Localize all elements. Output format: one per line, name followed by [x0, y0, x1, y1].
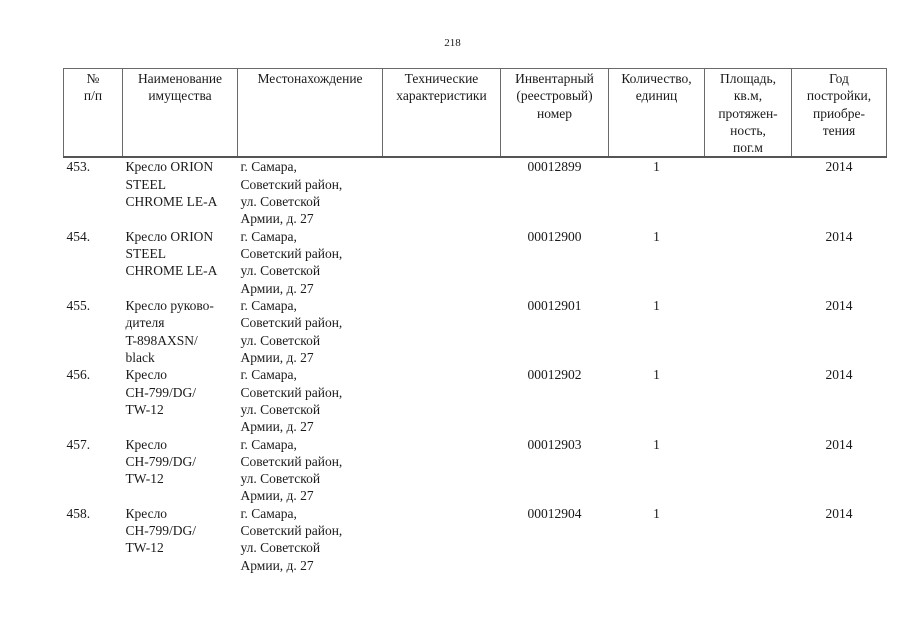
row-name: Кресло ORION STEEL CHROME LE-A: [125, 159, 218, 210]
table-row: [64, 505, 887, 574]
row-area: [705, 228, 792, 297]
row-area: [705, 297, 792, 366]
table-row: [64, 228, 887, 297]
property-registry-table: [63, 68, 887, 574]
row-num: 457.: [66, 436, 91, 452]
header-name: Наименование имущества: [123, 69, 238, 158]
row-inventory: 00012902: [527, 367, 582, 383]
row-tech: [383, 436, 501, 505]
row-area: [705, 436, 792, 505]
row-num: 456.: [66, 367, 91, 383]
table-row: [64, 157, 887, 227]
row-area: [705, 366, 792, 435]
row-year: 2014: [825, 505, 853, 521]
row-inventory: 00012899: [527, 159, 582, 175]
row-inventory: 00012901: [527, 297, 582, 313]
header-row: [64, 69, 887, 158]
row-year: 2014: [825, 297, 853, 313]
row-year: 2014: [825, 367, 853, 383]
row-quantity: 1: [653, 297, 660, 313]
row-name: Кресло CH-799/DG/ TW-12: [125, 367, 196, 417]
row-quantity: 1: [653, 505, 660, 521]
row-tech: [383, 505, 501, 574]
row-inventory: 00012904: [527, 505, 582, 521]
row-quantity: 1: [653, 159, 660, 175]
row-year: 2014: [825, 159, 853, 175]
table-row: [64, 297, 887, 366]
row-year: 2014: [825, 228, 853, 244]
row-year: 2014: [825, 436, 853, 452]
header-quantity: Количество, единиц: [609, 69, 705, 158]
row-location: г. Самара, Советский район, ул. Советской Армии, д. 27: [240, 367, 343, 435]
row-area: [705, 157, 792, 227]
row-location: г. Самара, Советский район, ул. Советской Армии, д. 27: [240, 436, 343, 504]
row-tech: [383, 297, 501, 366]
row-name: Кресло CH-799/DG/ TW-12: [125, 505, 196, 556]
row-name: Кресло руково- дителя T-898AXSN/ black: [125, 297, 214, 365]
row-inventory: 00012900: [527, 228, 582, 244]
row-quantity: 1: [653, 367, 660, 383]
header-area: Площадь, кв.м, протяжен- ность, пог.м: [705, 69, 792, 158]
row-inventory: 00012903: [527, 436, 582, 452]
table-row: [64, 436, 887, 505]
row-location: г. Самара, Советский район, ул. Советской Армии, д. 27: [240, 159, 343, 227]
header-year: Год постройки, приобре- тения: [792, 69, 887, 158]
row-name: Кресло ORION STEEL CHROME LE-A: [125, 228, 218, 279]
row-tech: [383, 366, 501, 435]
row-location: г. Самара, Советский район, ул. Советской Армии, д. 27: [240, 297, 343, 365]
row-num: 453.: [66, 159, 91, 175]
table-row: [64, 366, 887, 435]
row-tech: [383, 228, 501, 297]
row-tech: [383, 157, 501, 227]
row-quantity: 1: [653, 228, 660, 244]
row-num: 455.: [66, 297, 91, 313]
row-quantity: 1: [653, 436, 660, 452]
header-location: Местонахождение: [238, 69, 383, 158]
row-location: г. Самара, Советский район, ул. Советской Армии, д. 27: [240, 228, 343, 296]
header-tech: Технические характеристики: [383, 69, 501, 158]
header-inventory: Инвентарный (реестровый) номер: [501, 69, 609, 158]
row-num: 458.: [66, 505, 91, 521]
row-name: Кресло CH-799/DG/ TW-12: [125, 436, 196, 487]
row-num: 454.: [66, 228, 91, 244]
row-area: [705, 505, 792, 574]
row-location: г. Самара, Советский район, ул. Советской Армии, д. 27: [240, 505, 343, 573]
page-number: 218: [444, 37, 461, 49]
header-num: № п/п: [64, 69, 123, 158]
